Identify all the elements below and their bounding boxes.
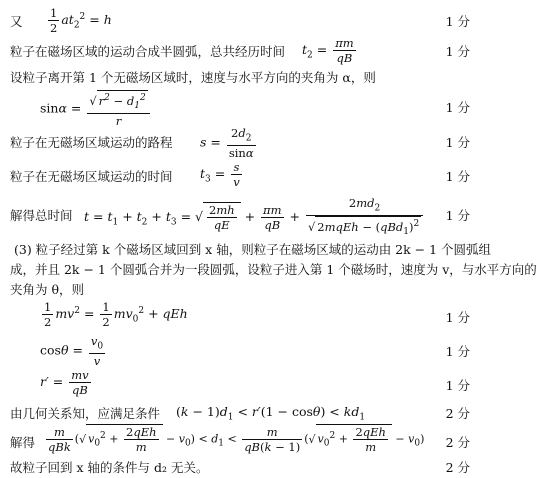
score: 2 分	[445, 406, 470, 421]
formula: r′ = $\frac{mv}{qB}$	[40, 368, 89, 397]
score: 1 分	[445, 310, 470, 325]
equation-line	[0, 300, 480, 330]
equation-line	[0, 334, 480, 369]
formula: sinα = √ $\frac{r^2 - d_1^2}{r}$	[40, 90, 152, 128]
equation-line	[0, 160, 480, 190]
text-line	[0, 68, 480, 86]
formula: s = $\frac{2d_2}{\sin\alpha}$	[200, 126, 254, 161]
score: 1 分	[445, 14, 470, 29]
equation-line	[0, 368, 480, 398]
line-label: 粒子在磁场区域的运动合成半圆弧，总共经历时间	[10, 44, 286, 59]
formula: $\frac{1}{2}$ $at_2^2 = h$	[50, 6, 112, 35]
score: 1 分	[445, 169, 470, 184]
formula: $\frac{1}{2}$ $mv^2$ = $\frac{1}{2}$ $mv_0^2$ + qEh	[44, 300, 188, 329]
score: 1 分	[445, 344, 470, 359]
line-label: 又	[10, 14, 23, 29]
line-label: 解得	[10, 435, 36, 450]
formula: $t_3$ = $\frac{s}{v}$	[200, 160, 240, 189]
score: 2 分	[445, 435, 470, 450]
line-label: 粒子在无磁场区域运动的路程	[10, 135, 173, 150]
equation-line	[0, 424, 480, 456]
equation-line	[0, 36, 480, 64]
score: 1 分	[445, 100, 470, 115]
formula: $t_2$ = $\frac{\pi m}{qB}$	[302, 36, 354, 65]
score: 1 分	[445, 44, 470, 59]
score: 1 分	[445, 378, 470, 393]
score: 1 分	[445, 208, 470, 223]
line-label: 由几何关系知，应满足条件	[10, 406, 161, 421]
equation-line	[0, 402, 480, 422]
score: 1 分	[445, 135, 470, 150]
formula: $(k - 1)d_1 < r'(1 - \cos\theta) < kd_1$	[176, 404, 366, 423]
equation-line	[0, 194, 480, 238]
text-line	[0, 240, 492, 258]
text-line	[0, 280, 480, 298]
formula: $t = t_1 + t_2 + t_3$ = √ $\frac{2mh}{qE}$ + $\frac{\pi m}{qB}$ + $2md_2$ √ 2mqEh − $(qBd_1)^2$	[84, 196, 425, 239]
equation-line	[0, 126, 480, 161]
formula: $\frac{m}{\text{qBk}}$ (√ $v_0^2$ + $\frac{\text{2qEh}}{m}$ − $v_0) < d_1$ < $\frac{m}{qB(k - 1)}$ (√ $v_0^2$ + $\frac{\text{2qEh}}{m}$ − $v_0$)	[44, 424, 424, 454]
formula: cosθ = $\frac{v_0}{v}$	[40, 334, 104, 369]
line-label: 粒子在无磁场区域运动的时间	[10, 169, 173, 184]
equation-line	[0, 6, 480, 34]
paragraph: 故粒子回到 x 轴的条件与 d₂ 无关。	[10, 460, 209, 475]
text-line	[0, 260, 537, 278]
paragraph: 设粒子离开第 1 个无磁场区域时，速度与水平方向的夹角为 α，则	[10, 70, 376, 85]
line-label: 解得总时间	[10, 208, 73, 223]
paragraph: (3) 粒子经过第 k 个磁场区域回到 x 轴，则粒子在磁场区域的运动由 2k − 1 个圆弧组	[14, 242, 492, 257]
equation-line	[0, 88, 480, 129]
paragraph: 夹角为 θ，则	[10, 282, 84, 297]
score: 2 分	[445, 460, 470, 475]
text-line	[0, 458, 480, 476]
paragraph: 成，并且 2k − 1 个圆弧合并为一段圆弧，设粒子进入第 1 个磁场时，速度为 v，与水平方向的	[10, 262, 537, 277]
